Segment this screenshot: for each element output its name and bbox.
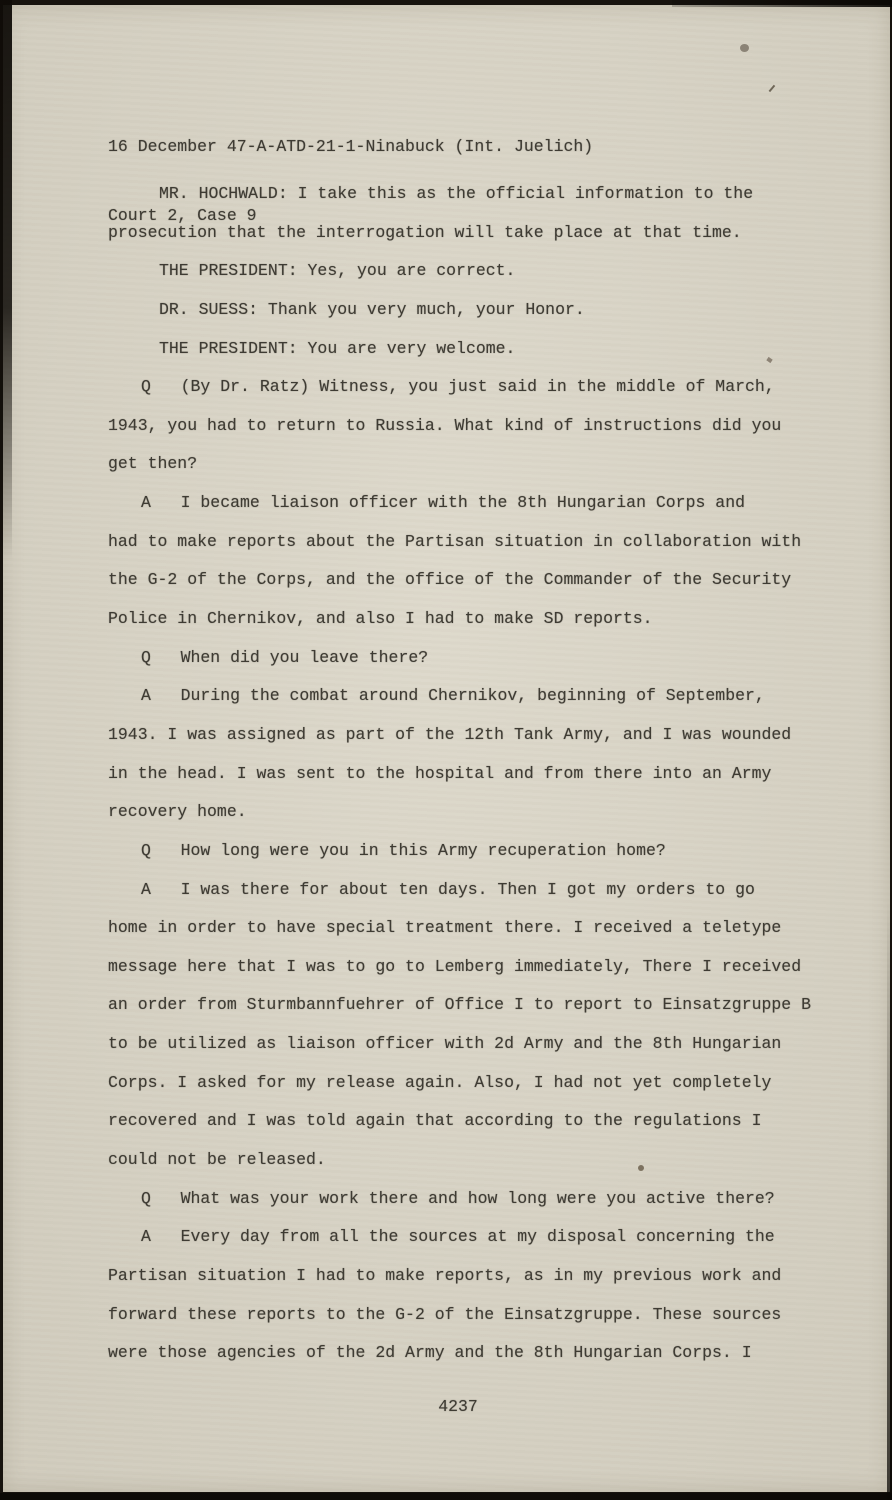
transcript-line: A Every day from all the sources at my disposal concerning the	[141, 1227, 775, 1247]
transcript-line: forward these reports to the G-2 of the Einsatzgruppe. These sources	[108, 1304, 782, 1324]
transcript-line: Q When did you leave there?	[141, 647, 429, 667]
transcript-line: Q How long were you in this Army recuperation home?	[141, 840, 666, 860]
transcript-line: Q (By Dr. Ratz) Witness, you just said in the middle of March,	[141, 377, 775, 397]
header-reference-line: 16 December 47-A-ATD-21-1-Ninabuck (Int. Juelich)	[108, 137, 594, 156]
transcript-line: home in order to have special treatment there. I received a teletype	[108, 918, 782, 938]
transcript-line: Police in Chernikov, and also I had to make SD reports.	[108, 609, 653, 629]
transcript-line: prosecution that the interrogation will take place at that time.	[108, 222, 742, 242]
transcript-line: get then?	[108, 454, 198, 474]
paper-sheet	[3, 5, 890, 1492]
transcript-line: an order from Sturmbannfuehrer of Office I to report to Einsatzgruppe B	[108, 995, 812, 1015]
transcript-line: in the head. I was sent to the hospital and from there into an Army	[108, 763, 772, 783]
transcript-line: message here that I was to go to Lemberg immediately, There I received	[108, 956, 802, 976]
transcript-line: THE PRESIDENT: Yes, you are correct.	[159, 261, 516, 281]
transcript-line: MR. HOCHWALD: I take this as the official information to the	[159, 184, 754, 203]
transcript-line: A During the combat around Chernikov, beginning of September,	[141, 686, 765, 706]
transcript-line: could not be released.	[108, 1150, 326, 1170]
transcript-line: Q What was your work there and how long were you active there?	[141, 1188, 775, 1208]
transcript-body	[108, 184, 838, 1382]
transcript-line: Partisan situation I had to make reports, as in my previous work and	[108, 1265, 782, 1285]
scan-edge-bottom	[0, 1493, 892, 1500]
transcript-line: A I became liaison officer with the 8th Hungarian Corps and	[141, 493, 745, 513]
header-court-case-line: Court 2, Case 9	[108, 206, 257, 225]
transcript-line: A I was there for about ten days. Then I got my orders to go	[141, 879, 755, 899]
transcript-line: recovery home.	[108, 802, 247, 822]
scan-speck	[740, 44, 749, 52]
transcript-line: 1943, you had to return to Russia. What kind of instructions did you	[108, 415, 782, 435]
transcript-line: the G-2 of the Corps, and the office of the Commander of the Security	[108, 570, 792, 590]
scan-mark	[769, 85, 782, 98]
transcript-line: DR. SUESS: Thank you very much, your Honor.	[159, 299, 585, 319]
transcript-line: Corps. I asked for my release again. Also, I had not yet completely	[108, 1072, 772, 1092]
page-number: 4237	[438, 1397, 478, 1416]
transcript-line: to be utilized as liaison officer with 2d Army and the 8th Hungarian	[108, 1034, 782, 1054]
transcript-line: recovered and I was told again that according to the regulations I	[108, 1111, 762, 1131]
transcript-line: 1943. I was assigned as part of the 12th Tank Army, and I was wounded	[108, 724, 792, 744]
transcript-line: were those agencies of the 2d Army and the 8th Hungarian Corps. I	[108, 1343, 752, 1363]
transcript-line: had to make reports about the Partisan situation in collaboration with	[108, 531, 802, 551]
transcript-line: THE PRESIDENT: You are very welcome.	[159, 338, 516, 358]
